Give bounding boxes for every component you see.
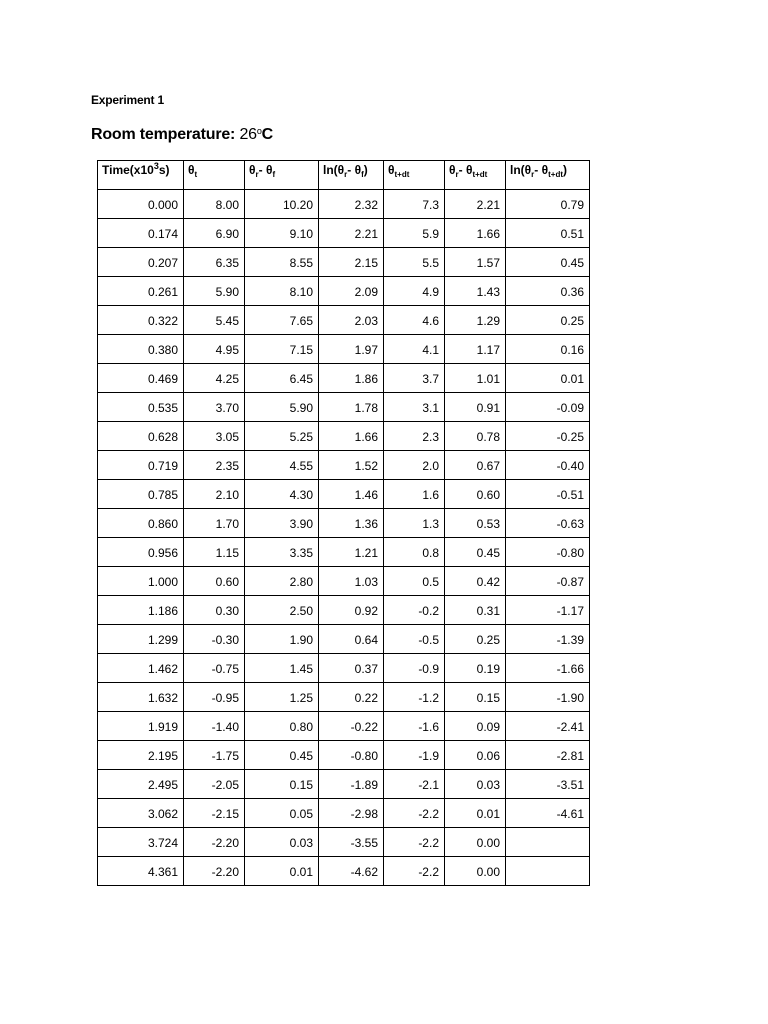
table-cell: 10.20	[245, 190, 319, 219]
header-cell	[445, 161, 506, 190]
table-cell: 0.785	[98, 480, 184, 509]
table-cell: -0.9	[384, 654, 445, 683]
room-temperature-label: Room temperature:	[91, 126, 236, 143]
table-cell: 0.03	[445, 770, 506, 799]
table-cell: 3.7	[384, 364, 445, 393]
table-cell: -2.2	[384, 799, 445, 828]
table-cell: 6.45	[245, 364, 319, 393]
table-cell: 1.70	[184, 509, 245, 538]
table-cell: 1.97	[319, 335, 384, 364]
table-cell: -1.89	[319, 770, 384, 799]
table-cell: 0.45	[506, 248, 590, 277]
table-cell: 1.46	[319, 480, 384, 509]
table-cell: -0.87	[506, 567, 590, 596]
table-cell: 3.724	[98, 828, 184, 857]
header-cell	[98, 161, 184, 190]
table-cell: 3.90	[245, 509, 319, 538]
table-cell: 0.01	[245, 857, 319, 886]
table-cell	[506, 828, 590, 857]
table-cell: -1.75	[184, 741, 245, 770]
table-cell: 1.52	[319, 451, 384, 480]
table-cell: 0.05	[245, 799, 319, 828]
table-cell: 5.25	[245, 422, 319, 451]
table-cell: -1.9	[384, 741, 445, 770]
table-cell: 2.495	[98, 770, 184, 799]
table-cell: 1.000	[98, 567, 184, 596]
table-cell: 6.35	[184, 248, 245, 277]
table-row	[98, 422, 590, 451]
table-cell: 1.17	[445, 335, 506, 364]
room-temperature-line	[91, 126, 273, 144]
table-cell: 0.60	[184, 567, 245, 596]
table-row	[98, 683, 590, 712]
header-cell	[506, 161, 590, 190]
table-cell: 1.29	[445, 306, 506, 335]
table-row	[98, 306, 590, 335]
table-cell: -1.40	[184, 712, 245, 741]
table-cell: -0.63	[506, 509, 590, 538]
table-cell: -0.51	[506, 480, 590, 509]
table-cell: 7.15	[245, 335, 319, 364]
table-cell: 0.174	[98, 219, 184, 248]
table-cell: 0.000	[98, 190, 184, 219]
header-cell	[384, 161, 445, 190]
table-cell: -0.09	[506, 393, 590, 422]
table-cell: 5.45	[184, 306, 245, 335]
table-cell: 3.70	[184, 393, 245, 422]
table-cell: 1.43	[445, 277, 506, 306]
table-cell: 1.299	[98, 625, 184, 654]
table-row	[98, 799, 590, 828]
table-row	[98, 770, 590, 799]
table-cell: 0.37	[319, 654, 384, 683]
table-cell: 0.261	[98, 277, 184, 306]
table-cell: -2.2	[384, 828, 445, 857]
table-cell: 2.32	[319, 190, 384, 219]
table-cell: 0.09	[445, 712, 506, 741]
header-base: ln(θ	[510, 163, 532, 177]
table-cell: 4.55	[245, 451, 319, 480]
table-cell: 0.03	[245, 828, 319, 857]
table-cell: -0.22	[319, 712, 384, 741]
table-row	[98, 538, 590, 567]
table-cell: 0.45	[245, 741, 319, 770]
header-tail: - θ	[258, 163, 273, 177]
table-cell: 0.15	[445, 683, 506, 712]
table-cell: 0.51	[506, 219, 590, 248]
table-cell: -0.40	[506, 451, 590, 480]
table-cell: 2.21	[445, 190, 506, 219]
table-cell: -2.15	[184, 799, 245, 828]
table-cell: 0.36	[506, 277, 590, 306]
table-cell: -2.05	[184, 770, 245, 799]
table-cell: 7.3	[384, 190, 445, 219]
header-sub: t	[194, 170, 198, 179]
header-tail: - θ	[347, 163, 362, 177]
table-cell: 4.9	[384, 277, 445, 306]
table-cell	[506, 857, 590, 886]
header-base: ln(θ	[323, 163, 345, 177]
table-cell: 0.80	[245, 712, 319, 741]
table-row	[98, 712, 590, 741]
table-cell: 0.30	[184, 596, 245, 625]
table-cell: 1.03	[319, 567, 384, 596]
table-cell: 0.01	[445, 799, 506, 828]
table-cell: 3.05	[184, 422, 245, 451]
header-tail: - θ	[458, 163, 473, 177]
header-sub: t+dt	[394, 170, 410, 179]
table-row	[98, 219, 590, 248]
table-cell: 0.92	[319, 596, 384, 625]
table-cell: 0.15	[245, 770, 319, 799]
table-cell: 1.86	[319, 364, 384, 393]
table-cell: -0.95	[184, 683, 245, 712]
table-cell: -2.98	[319, 799, 384, 828]
table-cell: 4.6	[384, 306, 445, 335]
header-sub: f	[361, 170, 364, 179]
table-cell: 0.45	[445, 538, 506, 567]
header-sub: t+dt	[472, 170, 488, 179]
experiment-title: Experiment 1	[91, 93, 164, 107]
table-cell: 5.9	[384, 219, 445, 248]
header-cell	[245, 161, 319, 190]
table-row	[98, 277, 590, 306]
table-cell: 1.632	[98, 683, 184, 712]
table-cell: 7.65	[245, 306, 319, 335]
table-cell: 0.00	[445, 828, 506, 857]
table-row	[98, 364, 590, 393]
table-row	[98, 828, 590, 857]
table-cell: 5.90	[184, 277, 245, 306]
table-row	[98, 451, 590, 480]
table-cell: -2.20	[184, 828, 245, 857]
table-cell: 2.09	[319, 277, 384, 306]
header-tail: s)	[158, 163, 170, 177]
table-cell: 1.45	[245, 654, 319, 683]
table-cell: 2.3	[384, 422, 445, 451]
table-cell: -2.2	[384, 857, 445, 886]
table-cell: 0.67	[445, 451, 506, 480]
table-cell: 1.6	[384, 480, 445, 509]
table-cell: -0.5	[384, 625, 445, 654]
table-cell: 1.25	[245, 683, 319, 712]
table-cell: -0.2	[384, 596, 445, 625]
table-cell: 9.10	[245, 219, 319, 248]
data-table-body	[98, 161, 590, 886]
header-sub: r	[344, 170, 348, 179]
table-cell: 8.10	[245, 277, 319, 306]
table-cell: 1.78	[319, 393, 384, 422]
table-cell: 2.50	[245, 596, 319, 625]
table-cell: 0.16	[506, 335, 590, 364]
table-cell: 4.1	[384, 335, 445, 364]
table-cell: 3.35	[245, 538, 319, 567]
table-row	[98, 567, 590, 596]
table-cell: 0.25	[445, 625, 506, 654]
header-sup: 3	[153, 161, 159, 171]
table-cell: 0.5	[384, 567, 445, 596]
table-cell: 0.535	[98, 393, 184, 422]
header-close: )	[363, 163, 368, 177]
table-cell: 3.1	[384, 393, 445, 422]
table-cell: -3.55	[319, 828, 384, 857]
table-cell: 0.8	[384, 538, 445, 567]
table-cell: 0.628	[98, 422, 184, 451]
table-cell: 1.01	[445, 364, 506, 393]
table-cell: 0.469	[98, 364, 184, 393]
table-cell: 0.00	[445, 857, 506, 886]
table-cell: 4.361	[98, 857, 184, 886]
table-cell: -1.90	[506, 683, 590, 712]
table-cell: 1.462	[98, 654, 184, 683]
table-cell: 3.062	[98, 799, 184, 828]
table-cell: 0.01	[506, 364, 590, 393]
table-cell: 0.53	[445, 509, 506, 538]
header-sub: r	[455, 170, 459, 179]
table-cell: -2.41	[506, 712, 590, 741]
header-base: Time(x10	[102, 163, 154, 177]
table-cell: 0.207	[98, 248, 184, 277]
table-cell: 0.25	[506, 306, 590, 335]
table-cell: -0.75	[184, 654, 245, 683]
table-row	[98, 741, 590, 770]
table-cell: 0.78	[445, 422, 506, 451]
table-cell: -0.30	[184, 625, 245, 654]
header-cell	[184, 161, 245, 190]
table-cell: -3.51	[506, 770, 590, 799]
table-row	[98, 596, 590, 625]
header-base: θ	[188, 163, 195, 177]
table-cell: 1.15	[184, 538, 245, 567]
table-cell: -0.80	[506, 538, 590, 567]
table-cell: -2.20	[184, 857, 245, 886]
table-cell: 0.380	[98, 335, 184, 364]
table-cell: -0.80	[319, 741, 384, 770]
table-cell: 5.5	[384, 248, 445, 277]
table-cell: -1.6	[384, 712, 445, 741]
table-cell: -1.17	[506, 596, 590, 625]
table-cell: -1.39	[506, 625, 590, 654]
table-cell: -4.62	[319, 857, 384, 886]
table-cell: 4.95	[184, 335, 245, 364]
table-cell: 2.0	[384, 451, 445, 480]
table-cell: 2.35	[184, 451, 245, 480]
table-cell: 2.10	[184, 480, 245, 509]
table-row	[98, 480, 590, 509]
header-sub: r	[531, 170, 535, 179]
header-sub: r	[255, 170, 259, 179]
table-row	[98, 248, 590, 277]
table-cell: 0.91	[445, 393, 506, 422]
table-cell: 1.90	[245, 625, 319, 654]
table-row	[98, 654, 590, 683]
table-cell: 6.90	[184, 219, 245, 248]
table-cell: 5.90	[245, 393, 319, 422]
table-cell: 2.21	[319, 219, 384, 248]
table-row	[98, 393, 590, 422]
table-row	[98, 625, 590, 654]
table-cell: 1.66	[319, 422, 384, 451]
table-cell: 4.25	[184, 364, 245, 393]
table-cell: 1.21	[319, 538, 384, 567]
header-close: )	[563, 163, 567, 177]
table-cell: 0.64	[319, 625, 384, 654]
table-cell: 1.186	[98, 596, 184, 625]
table-cell: 0.956	[98, 538, 184, 567]
table-cell: -1.66	[506, 654, 590, 683]
header-base: θ	[388, 163, 395, 177]
header-tail: - θ	[534, 163, 549, 177]
header-cell	[319, 161, 384, 190]
header-sub: f	[272, 170, 276, 179]
table-row	[98, 190, 590, 219]
header-base: θ	[249, 163, 256, 177]
table-cell: 0.22	[319, 683, 384, 712]
room-temperature-value: 26	[239, 126, 257, 143]
table-cell: 2.03	[319, 306, 384, 335]
table-cell: 0.31	[445, 596, 506, 625]
table-row	[98, 509, 590, 538]
table-cell: 4.30	[245, 480, 319, 509]
table-cell: 8.00	[184, 190, 245, 219]
table-cell: 8.55	[245, 248, 319, 277]
table-cell: 0.322	[98, 306, 184, 335]
table-cell: 0.60	[445, 480, 506, 509]
table-cell: 0.860	[98, 509, 184, 538]
table-header-row	[98, 161, 590, 190]
header-sub: t+dt	[548, 170, 563, 179]
table-cell: 0.19	[445, 654, 506, 683]
table-cell: 1.3	[384, 509, 445, 538]
table-cell: 2.195	[98, 741, 184, 770]
table-cell: -0.25	[506, 422, 590, 451]
table-cell: 2.15	[319, 248, 384, 277]
header-base: θ	[449, 163, 456, 177]
table-cell: 0.06	[445, 741, 506, 770]
table-cell: -2.1	[384, 770, 445, 799]
table-cell: -4.61	[506, 799, 590, 828]
table-cell: 0.42	[445, 567, 506, 596]
data-table	[97, 160, 590, 886]
table-cell: 0.719	[98, 451, 184, 480]
table-cell: 1.36	[319, 509, 384, 538]
table-cell: 1.919	[98, 712, 184, 741]
table-row	[98, 335, 590, 364]
table-cell: -1.2	[384, 683, 445, 712]
table-cell: -2.81	[506, 741, 590, 770]
room-temperature-unit: C	[261, 126, 274, 143]
table-cell: 2.80	[245, 567, 319, 596]
table-cell: 1.66	[445, 219, 506, 248]
table-cell: 0.79	[506, 190, 590, 219]
table-cell: 1.57	[445, 248, 506, 277]
degree-symbol: o	[256, 126, 262, 136]
table-row	[98, 857, 590, 886]
